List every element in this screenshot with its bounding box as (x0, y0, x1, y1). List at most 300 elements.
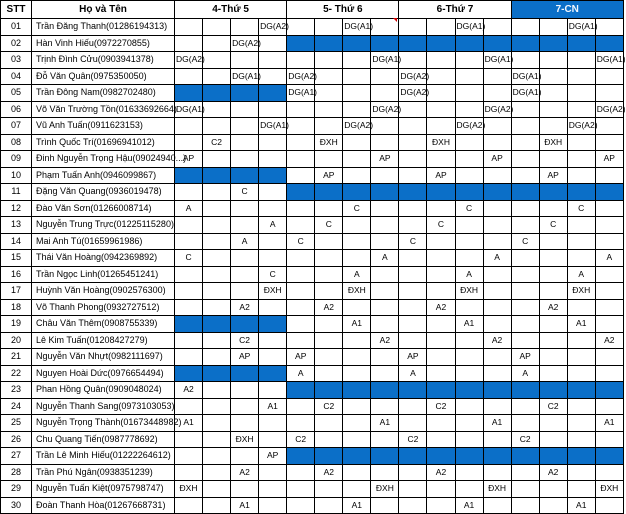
schedule-cell[interactable] (427, 316, 455, 333)
schedule-cell[interactable] (595, 217, 623, 234)
schedule-cell[interactable] (399, 481, 427, 498)
schedule-cell[interactable] (511, 167, 539, 184)
schedule-cell[interactable] (567, 151, 595, 168)
schedule-cell[interactable] (175, 85, 203, 102)
schedule-cell[interactable]: A2 (483, 332, 511, 349)
schedule-cell[interactable]: A2 (231, 464, 259, 481)
schedule-cell[interactable] (427, 85, 455, 102)
row-name[interactable]: Nguyễn Tuấn Kiệt(0975798747) (32, 481, 175, 498)
row-name[interactable]: Lê Kim Tuấn(01208427279) (32, 332, 175, 349)
schedule-cell[interactable]: A (175, 200, 203, 217)
row-name[interactable]: Phan Hồng Quân(0909048024) (32, 382, 175, 399)
schedule-cell[interactable] (511, 382, 539, 399)
schedule-cell[interactable] (539, 85, 567, 102)
schedule-cell[interactable] (287, 19, 315, 36)
schedule-cell[interactable] (483, 184, 511, 201)
row-stt[interactable]: 29 (1, 481, 32, 498)
schedule-cell[interactable] (455, 217, 483, 234)
schedule-cell[interactable] (315, 19, 343, 36)
schedule-cell[interactable]: ĐXH (539, 134, 567, 151)
schedule-cell[interactable] (595, 35, 623, 52)
schedule-cell[interactable] (287, 497, 315, 514)
schedule-cell[interactable] (567, 52, 595, 69)
row-name[interactable]: Trịnh Đình Cửu(0903941378) (32, 52, 175, 69)
schedule-cell[interactable]: DG(A2) (343, 118, 371, 135)
schedule-cell[interactable] (287, 448, 315, 465)
schedule-cell[interactable]: ĐXH (567, 283, 595, 300)
schedule-cell[interactable]: A1 (455, 316, 483, 333)
schedule-cell[interactable] (259, 101, 287, 118)
schedule-cell[interactable] (455, 448, 483, 465)
schedule-cell[interactable] (595, 431, 623, 448)
schedule-cell[interactable] (595, 398, 623, 415)
row-name[interactable]: Châu Văn Thêm(0908755339) (32, 316, 175, 333)
schedule-cell[interactable] (315, 349, 343, 366)
schedule-cell[interactable]: DG(A2) (371, 101, 399, 118)
row-name[interactable]: Thái Văn Hoàng(0942369892) (32, 250, 175, 267)
schedule-cell[interactable] (567, 448, 595, 465)
row-stt[interactable]: 25 (1, 415, 32, 432)
schedule-cell[interactable] (455, 398, 483, 415)
row-stt[interactable]: 09 (1, 151, 32, 168)
schedule-cell[interactable] (315, 35, 343, 52)
schedule-cell[interactable] (203, 217, 231, 234)
schedule-cell[interactable] (567, 382, 595, 399)
schedule-cell[interactable]: A1 (567, 497, 595, 514)
schedule-cell[interactable] (371, 464, 399, 481)
schedule-cell[interactable] (371, 217, 399, 234)
schedule-cell[interactable] (175, 349, 203, 366)
schedule-cell[interactable] (343, 332, 371, 349)
row-name[interactable]: Nguyễn Thanh Sang(0973103053) (32, 398, 175, 415)
schedule-cell[interactable] (287, 134, 315, 151)
schedule-cell[interactable] (399, 167, 427, 184)
schedule-cell[interactable] (455, 365, 483, 382)
schedule-cell[interactable] (539, 448, 567, 465)
schedule-cell[interactable]: A2 (175, 382, 203, 399)
schedule-cell[interactable] (399, 398, 427, 415)
schedule-cell[interactable] (315, 497, 343, 514)
schedule-cell[interactable]: ĐXH (371, 481, 399, 498)
schedule-cell[interactable] (175, 464, 203, 481)
schedule-cell[interactable] (595, 200, 623, 217)
schedule-cell[interactable]: DG(A1) (455, 19, 483, 36)
schedule-cell[interactable] (567, 431, 595, 448)
schedule-cell[interactable]: A1 (231, 497, 259, 514)
row-stt[interactable]: 17 (1, 283, 32, 300)
schedule-cell[interactable] (287, 35, 315, 52)
schedule-cell[interactable] (595, 283, 623, 300)
schedule-cell[interactable]: A (567, 266, 595, 283)
schedule-cell[interactable] (175, 167, 203, 184)
schedule-cell[interactable]: A1 (455, 497, 483, 514)
schedule-cell[interactable] (203, 250, 231, 267)
schedule-cell[interactable] (175, 118, 203, 135)
schedule-cell[interactable]: A2 (315, 299, 343, 316)
schedule-cell[interactable] (315, 68, 343, 85)
row-stt[interactable]: 03 (1, 52, 32, 69)
row-name[interactable]: Chu Quang Tiến(0987778692) (32, 431, 175, 448)
schedule-cell[interactable] (511, 332, 539, 349)
schedule-cell[interactable] (567, 349, 595, 366)
schedule-cell[interactable] (539, 365, 567, 382)
schedule-cell[interactable] (231, 398, 259, 415)
schedule-cell[interactable] (371, 85, 399, 102)
schedule-cell[interactable] (231, 382, 259, 399)
schedule-cell[interactable]: A (231, 233, 259, 250)
schedule-cell[interactable] (315, 266, 343, 283)
schedule-cell[interactable]: C (567, 200, 595, 217)
schedule-cell[interactable] (343, 68, 371, 85)
schedule-cell[interactable] (539, 184, 567, 201)
schedule-cell[interactable] (539, 266, 567, 283)
schedule-cell[interactable]: DG(A2) (399, 85, 427, 102)
schedule-cell[interactable] (567, 217, 595, 234)
schedule-cell[interactable]: ĐXH (595, 481, 623, 498)
schedule-cell[interactable] (203, 349, 231, 366)
row-stt[interactable]: 19 (1, 316, 32, 333)
schedule-cell[interactable] (287, 266, 315, 283)
schedule-cell[interactable] (343, 382, 371, 399)
schedule-cell[interactable]: AP (511, 349, 539, 366)
schedule-cell[interactable]: C2 (511, 431, 539, 448)
schedule-cell[interactable] (175, 431, 203, 448)
schedule-cell[interactable] (259, 200, 287, 217)
schedule-cell[interactable] (511, 184, 539, 201)
schedule-cell[interactable] (595, 19, 623, 36)
schedule-cell[interactable]: DG(A1) (287, 85, 315, 102)
schedule-cell[interactable] (287, 382, 315, 399)
schedule-cell[interactable] (343, 101, 371, 118)
schedule-cell[interactable] (287, 481, 315, 498)
schedule-cell[interactable]: C2 (231, 332, 259, 349)
schedule-cell[interactable] (315, 200, 343, 217)
schedule-cell[interactable] (287, 167, 315, 184)
schedule-cell[interactable] (427, 266, 455, 283)
schedule-cell[interactable] (511, 35, 539, 52)
row-name[interactable]: Trần Phú Ngân(0938351239) (32, 464, 175, 481)
schedule-cell[interactable] (259, 35, 287, 52)
schedule-cell[interactable] (343, 365, 371, 382)
schedule-cell[interactable] (483, 299, 511, 316)
schedule-cell[interactable] (399, 332, 427, 349)
row-stt[interactable]: 06 (1, 101, 32, 118)
schedule-cell[interactable] (371, 316, 399, 333)
schedule-cell[interactable] (203, 316, 231, 333)
schedule-cell[interactable] (595, 365, 623, 382)
schedule-cell[interactable]: A (595, 250, 623, 267)
schedule-cell[interactable] (259, 431, 287, 448)
schedule-cell[interactable]: A (483, 250, 511, 267)
schedule-cell[interactable]: DG(A2) (399, 68, 427, 85)
schedule-cell[interactable] (203, 118, 231, 135)
schedule-cell[interactable] (287, 151, 315, 168)
schedule-cell[interactable] (259, 464, 287, 481)
schedule-cell[interactable] (483, 448, 511, 465)
schedule-cell[interactable] (511, 19, 539, 36)
schedule-cell[interactable] (287, 101, 315, 118)
row-name[interactable]: Nguyễn Trung Trực(01225115280) (32, 217, 175, 234)
schedule-cell[interactable] (203, 332, 231, 349)
schedule-cell[interactable] (455, 382, 483, 399)
schedule-cell[interactable] (455, 101, 483, 118)
schedule-cell[interactable] (539, 415, 567, 432)
schedule-cell[interactable] (175, 332, 203, 349)
schedule-cell[interactable]: AP (315, 167, 343, 184)
schedule-cell[interactable]: ĐXH (427, 134, 455, 151)
schedule-cell[interactable]: A1 (259, 398, 287, 415)
schedule-cell[interactable] (343, 299, 371, 316)
schedule-cell[interactable] (567, 250, 595, 267)
schedule-cell[interactable]: DG(A1) (567, 19, 595, 36)
row-stt[interactable]: 24 (1, 398, 32, 415)
row-name[interactable]: Đặng Văn Quang(0936019478) (32, 184, 175, 201)
row-name[interactable]: Trình Quốc Trí(01696941012) (32, 134, 175, 151)
schedule-cell[interactable]: A2 (539, 299, 567, 316)
schedule-cell[interactable] (511, 250, 539, 267)
schedule-cell[interactable] (175, 448, 203, 465)
schedule-cell[interactable] (259, 167, 287, 184)
schedule-cell[interactable] (203, 497, 231, 514)
schedule-cell[interactable]: A2 (595, 332, 623, 349)
schedule-cell[interactable] (511, 118, 539, 135)
schedule-cell[interactable] (539, 431, 567, 448)
schedule-cell[interactable] (399, 19, 427, 36)
schedule-cell[interactable]: AP (483, 151, 511, 168)
schedule-cell[interactable]: DG(A2) (483, 101, 511, 118)
schedule-cell[interactable] (203, 266, 231, 283)
schedule-cell[interactable] (595, 266, 623, 283)
row-stt[interactable]: 07 (1, 118, 32, 135)
schedule-cell[interactable]: C2 (427, 398, 455, 415)
schedule-cell[interactable] (231, 167, 259, 184)
schedule-cell[interactable]: ĐXH (343, 283, 371, 300)
schedule-cell[interactable]: AP (259, 448, 287, 465)
schedule-cell[interactable] (175, 497, 203, 514)
schedule-cell[interactable] (175, 35, 203, 52)
schedule-cell[interactable] (315, 415, 343, 432)
schedule-cell[interactable]: AP (287, 349, 315, 366)
schedule-cell[interactable] (567, 464, 595, 481)
schedule-cell[interactable] (175, 365, 203, 382)
schedule-cell[interactable] (231, 266, 259, 283)
schedule-cell[interactable] (539, 68, 567, 85)
schedule-cell[interactable] (595, 448, 623, 465)
schedule-cell[interactable] (343, 167, 371, 184)
schedule-cell[interactable] (371, 382, 399, 399)
schedule-cell[interactable]: C2 (539, 398, 567, 415)
schedule-cell[interactable] (427, 200, 455, 217)
schedule-cell[interactable] (427, 481, 455, 498)
schedule-cell[interactable] (259, 184, 287, 201)
schedule-cell[interactable] (511, 283, 539, 300)
schedule-cell[interactable] (287, 52, 315, 69)
schedule-cell[interactable] (203, 299, 231, 316)
schedule-cell[interactable] (483, 398, 511, 415)
schedule-cell[interactable] (231, 52, 259, 69)
schedule-cell[interactable] (343, 415, 371, 432)
schedule-cell[interactable] (483, 365, 511, 382)
row-stt[interactable]: 05 (1, 85, 32, 102)
schedule-cell[interactable] (511, 299, 539, 316)
schedule-cell[interactable]: A1 (175, 415, 203, 432)
schedule-cell[interactable] (399, 200, 427, 217)
schedule-cell[interactable] (595, 184, 623, 201)
schedule-cell[interactable] (203, 151, 231, 168)
schedule-cell[interactable] (371, 299, 399, 316)
schedule-cell[interactable] (175, 398, 203, 415)
row-name[interactable]: Hàn Vinh Hiếu(0972270855) (32, 35, 175, 52)
row-stt[interactable]: 21 (1, 349, 32, 366)
schedule-cell[interactable] (567, 167, 595, 184)
schedule-cell[interactable] (399, 184, 427, 201)
schedule-cell[interactable] (483, 118, 511, 135)
schedule-cell[interactable] (343, 481, 371, 498)
row-stt[interactable]: 08 (1, 134, 32, 151)
schedule-cell[interactable]: A (287, 365, 315, 382)
schedule-cell[interactable]: C (259, 266, 287, 283)
schedule-cell[interactable] (259, 316, 287, 333)
schedule-cell[interactable]: AP (399, 349, 427, 366)
schedule-cell[interactable] (483, 283, 511, 300)
schedule-cell[interactable] (231, 85, 259, 102)
schedule-cell[interactable] (203, 464, 231, 481)
schedule-cell[interactable]: ĐXH (483, 481, 511, 498)
schedule-cell[interactable] (231, 101, 259, 118)
schedule-cell[interactable] (399, 118, 427, 135)
schedule-cell[interactable] (539, 349, 567, 366)
schedule-cell[interactable] (455, 85, 483, 102)
schedule-cell[interactable] (371, 283, 399, 300)
schedule-cell[interactable]: A1 (595, 415, 623, 432)
schedule-cell[interactable] (315, 448, 343, 465)
schedule-cell[interactable]: C2 (203, 134, 231, 151)
schedule-cell[interactable]: C2 (287, 431, 315, 448)
schedule-cell[interactable] (427, 151, 455, 168)
schedule-cell[interactable] (511, 481, 539, 498)
schedule-cell[interactable] (287, 217, 315, 234)
schedule-cell[interactable] (399, 299, 427, 316)
schedule-cell[interactable] (511, 52, 539, 69)
schedule-cell[interactable]: DG(A2) (287, 68, 315, 85)
schedule-cell[interactable]: A1 (567, 316, 595, 333)
schedule-cell[interactable] (567, 184, 595, 201)
schedule-cell[interactable] (539, 118, 567, 135)
row-name[interactable]: Trần Lê Minh Hiếu(01222264612) (32, 448, 175, 465)
schedule-cell[interactable] (427, 250, 455, 267)
schedule-cell[interactable] (483, 233, 511, 250)
schedule-cell[interactable] (371, 349, 399, 366)
schedule-cell[interactable] (203, 35, 231, 52)
schedule-cell[interactable] (455, 464, 483, 481)
schedule-cell[interactable] (399, 52, 427, 69)
schedule-cell[interactable] (343, 52, 371, 69)
schedule-cell[interactable] (455, 250, 483, 267)
schedule-cell[interactable] (539, 35, 567, 52)
schedule-cell[interactable] (259, 382, 287, 399)
schedule-cell[interactable] (343, 349, 371, 366)
schedule-cell[interactable] (539, 19, 567, 36)
schedule-cell[interactable] (595, 134, 623, 151)
schedule-cell[interactable] (483, 68, 511, 85)
schedule-cell[interactable] (483, 35, 511, 52)
schedule-cell[interactable] (287, 283, 315, 300)
schedule-cell[interactable]: DG(A2) (175, 52, 203, 69)
schedule-cell[interactable] (231, 481, 259, 498)
schedule-cell[interactable] (203, 52, 231, 69)
schedule-cell[interactable] (343, 250, 371, 267)
schedule-cell[interactable] (567, 332, 595, 349)
schedule-cell[interactable] (483, 200, 511, 217)
schedule-cell[interactable] (595, 497, 623, 514)
schedule-cell[interactable] (287, 184, 315, 201)
schedule-cell[interactable] (259, 52, 287, 69)
schedule-cell[interactable] (511, 151, 539, 168)
schedule-cell[interactable] (315, 382, 343, 399)
row-stt[interactable]: 11 (1, 184, 32, 201)
schedule-cell[interactable] (455, 332, 483, 349)
schedule-cell[interactable] (315, 481, 343, 498)
schedule-cell[interactable] (315, 184, 343, 201)
schedule-cell[interactable] (231, 200, 259, 217)
row-stt[interactable]: 04 (1, 68, 32, 85)
schedule-cell[interactable]: C2 (399, 431, 427, 448)
schedule-cell[interactable] (483, 266, 511, 283)
schedule-cell[interactable] (427, 233, 455, 250)
schedule-cell[interactable]: DG(A1) (483, 52, 511, 69)
schedule-cell[interactable] (455, 233, 483, 250)
schedule-cell[interactable] (231, 118, 259, 135)
schedule-cell[interactable] (511, 497, 539, 514)
schedule-cell[interactable] (343, 184, 371, 201)
schedule-cell[interactable] (483, 85, 511, 102)
schedule-cell[interactable]: AP (371, 151, 399, 168)
schedule-cell[interactable] (483, 19, 511, 36)
row-name[interactable]: Võ Văn Trường Tồn(01633692664) (32, 101, 175, 118)
schedule-cell[interactable] (175, 316, 203, 333)
schedule-cell[interactable]: A (399, 365, 427, 382)
schedule-cell[interactable] (595, 464, 623, 481)
schedule-cell[interactable] (315, 250, 343, 267)
schedule-cell[interactable]: C (399, 233, 427, 250)
schedule-cell[interactable]: A (371, 250, 399, 267)
row-name[interactable]: Nguyen Hoài Dức(0976654494) (32, 365, 175, 382)
schedule-cell[interactable] (427, 332, 455, 349)
schedule-cell[interactable]: A1 (343, 316, 371, 333)
schedule-cell[interactable] (371, 233, 399, 250)
schedule-cell[interactable] (455, 35, 483, 52)
row-name[interactable]: Đào Văn Sơn(01266008714) (32, 200, 175, 217)
schedule-cell[interactable] (371, 184, 399, 201)
row-stt[interactable]: 26 (1, 431, 32, 448)
schedule-cell[interactable] (483, 167, 511, 184)
schedule-cell[interactable] (203, 200, 231, 217)
schedule-cell[interactable] (371, 448, 399, 465)
schedule-cell[interactable] (399, 134, 427, 151)
schedule-cell[interactable] (371, 497, 399, 514)
schedule-cell[interactable] (511, 316, 539, 333)
schedule-cell[interactable] (539, 233, 567, 250)
schedule-cell[interactable]: DG(A1) (511, 85, 539, 102)
schedule-cell[interactable]: A2 (231, 299, 259, 316)
schedule-cell[interactable] (231, 415, 259, 432)
schedule-cell[interactable] (203, 398, 231, 415)
schedule-cell[interactable] (539, 101, 567, 118)
schedule-cell[interactable]: A1 (483, 415, 511, 432)
schedule-cell[interactable] (567, 365, 595, 382)
schedule-cell[interactable] (315, 151, 343, 168)
schedule-cell[interactable] (315, 85, 343, 102)
